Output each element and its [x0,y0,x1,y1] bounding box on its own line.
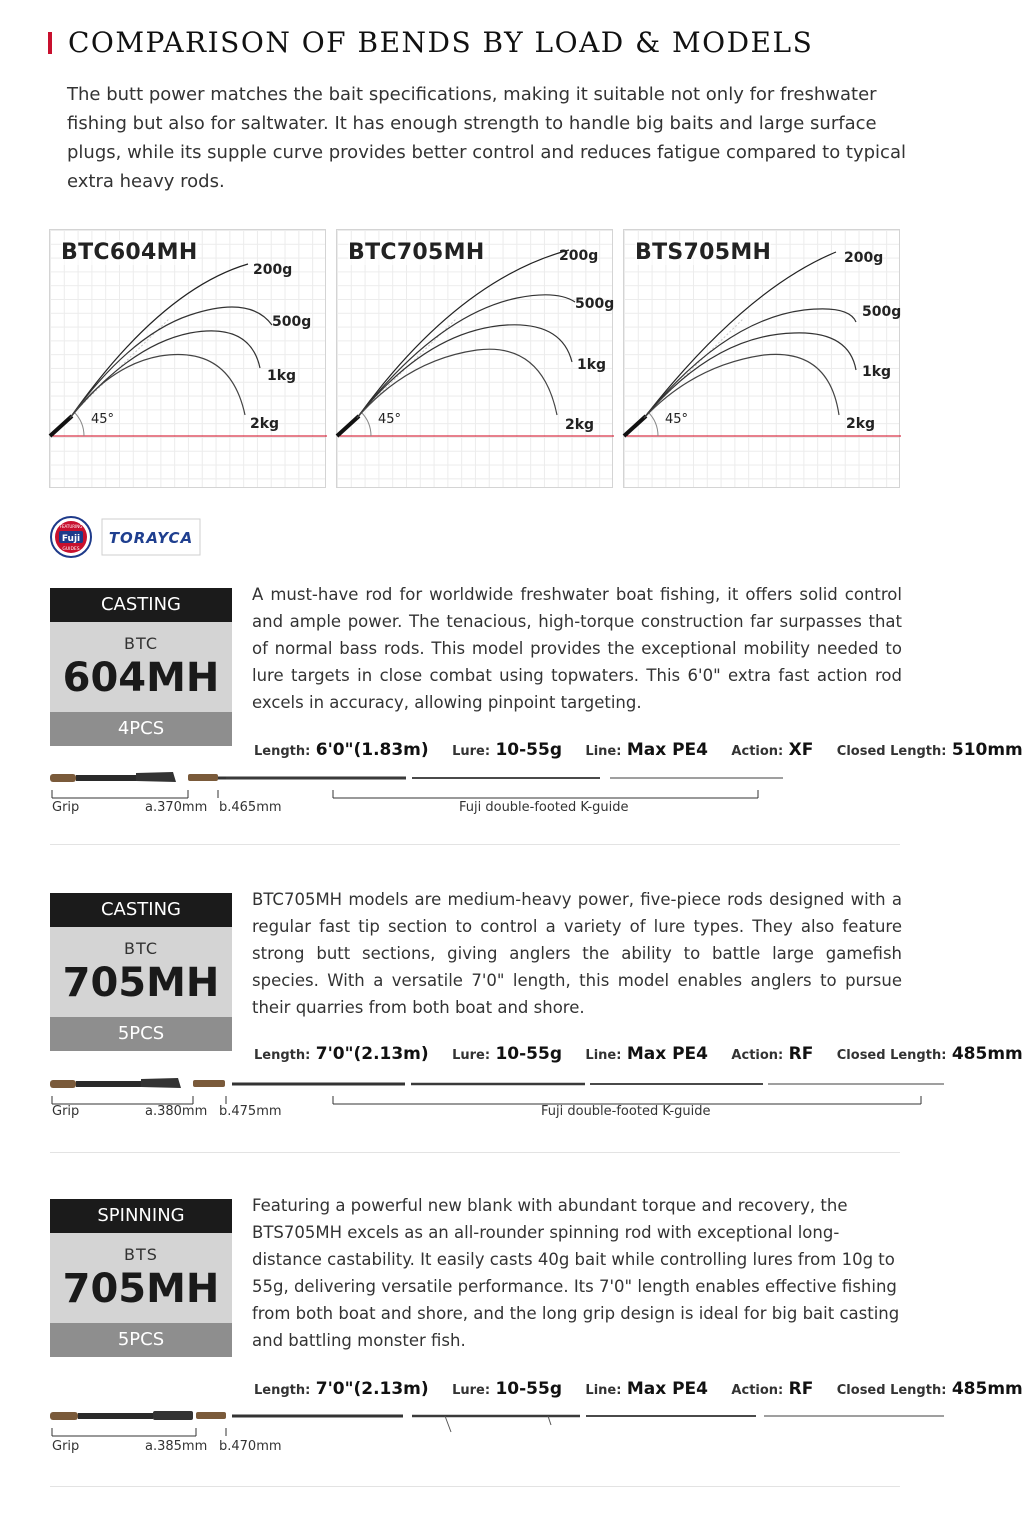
curve-500g [357,295,575,418]
spec-label-line: Line: [585,1048,622,1063]
fuji-guides-logo [51,517,91,557]
model-pieces: 5PCS [50,1017,232,1051]
model-pieces: 4PCS [50,712,232,746]
rod-guide-1 [445,1416,451,1432]
rod-butt [337,416,359,436]
rod-reel-seat [136,772,176,782]
model-body [50,622,232,712]
rod-fore-grip [193,1080,225,1087]
dim-grip-label: Grip [52,800,80,815]
spec-row [254,740,1023,760]
product-description: A must-have rod for worldwide freshwater boat fishing, it offers solid control and ample power. The tenacious, high-torque construction far surpasses that of normal bass rods. This model provides the exceptional mobility needed to lure targets in close combat using topwaters. This 6'0" extra fast action rod excels in accuracy, allowing pinpoint targeting. [252,585,902,712]
intro-paragraph: The butt power matches the bait specifications, making it suitable not only for freshwater fishing but also for saltwater. It has enough strength to handle big baits and large surface plugs, while its supple curve provides better control and reduces fatigue compared to typical extra heavy rods. [67,84,906,192]
section-divider [50,844,900,845]
rod-reel-seat [141,1078,181,1088]
rod-cork-butt [50,1080,76,1088]
spec-line: Max PE4 [626,1044,709,1064]
spec-label-length: Length: [254,744,311,759]
product-description: BTC705MH models are medium-heavy power, five-piece rods designed with a regular fast tip section to control a variety of lure types. They also feature strong butt sections, giving anglers the ability to battle large gamefish species. With a versatile 7'0" length, this model enables anglers to pursue their quarries from both boat and shore. [252,890,902,1017]
dim-b-label: b.470mm [219,1439,282,1454]
spec-label-closed: Closed Length: [836,1383,947,1398]
spec-label-closed: Closed Length: [836,744,947,759]
model-series: BTS [124,1245,158,1264]
bend-chart-bts705mh [623,229,900,488]
chart-model-name: BTC705MH [348,240,485,265]
spec-label-line: Line: [585,744,622,759]
rod-grip [76,1081,141,1087]
rod-grip [78,1413,153,1419]
dim-grip-label: Grip [52,1439,80,1454]
model-type: CASTING [50,588,232,622]
spec-label-action: Action: [731,744,784,759]
spec-lure: 10-55g [495,740,562,760]
rod-diagram [48,1406,946,1440]
rod-guide-2 [548,1416,551,1425]
spec-label-closed: Closed Length: [836,1048,947,1063]
rod-diagram [48,1074,946,1108]
load-label-1kg: 1kg [267,368,297,384]
model-number: 705MH [62,960,220,1006]
spec-line: Max PE4 [626,1379,709,1399]
model-body [50,927,232,1017]
dim-b-label: b.465mm [219,800,282,815]
spec-closed-length: 485mm [951,1379,1023,1399]
dim-a-label: a.380mm [145,1104,208,1119]
spec-action: RF [788,1379,814,1399]
curve-500g [644,309,856,418]
page-title: COMPARISON OF BENDS BY LOAD & MODELS [68,26,814,59]
curve-2kg [644,354,839,418]
angle-label: 45° [378,412,402,427]
model-series: BTC [124,939,158,958]
model-type: SPINNING [50,1199,232,1233]
title-accent-bar [48,32,52,54]
load-label-2kg: 2kg [565,417,595,433]
load-label-200g: 200g [253,262,293,278]
angle-arc [648,412,658,436]
bend-chart-btc604mh [49,229,326,488]
angle-arc [361,412,371,436]
model-pieces: 5PCS [50,1323,232,1357]
spec-label-length: Length: [254,1383,311,1398]
torayca-logo [102,519,200,555]
spec-length: 7'0"(2.13m) [315,1379,429,1399]
product-description: Featuring a powerful new blank with abundant torque and recovery, the BTS705MH excels as an all-rounder spinning rod with exceptional long-distance castability. It easily casts 40g bait while controlling lures from 10g to 55g, delivering versatile performance. Its 7'0" length enables effective fishing from both boat and shore, and the long grip design is ideal for big bait casting and battling monster fish. [252,1196,900,1350]
curve-2kg [357,349,557,418]
load-label-1kg: 1kg [862,364,892,380]
rod-cork-butt [50,1412,78,1420]
load-label-200g: 200g [844,250,884,266]
load-label-500g: 500g [575,296,615,312]
model-type: CASTING [50,893,232,927]
bend-chart-curves [50,230,327,489]
svg-text:Fuji: Fuji [61,534,81,544]
spec-line: Max PE4 [626,740,709,760]
rod-butt [50,416,72,436]
section-divider [50,1486,900,1487]
dim-guide-label: Fuji double-footed K-guide [541,1104,711,1119]
rod-reel-seat [153,1411,193,1420]
rod-grip [76,775,136,781]
load-label-200g: 200g [559,248,599,264]
spec-action: RF [788,1044,814,1064]
logo-row [50,516,210,558]
spec-closed-length: 485mm [951,1044,1023,1064]
spec-action: XF [788,740,814,760]
model-number: 604MH [62,655,220,701]
angle-arc [74,412,84,436]
spec-length: 7'0"(2.13m) [315,1044,429,1064]
spec-label-action: Action: [731,1048,784,1063]
model-number: 705MH [62,1266,220,1312]
spec-row [254,1044,1023,1064]
load-label-500g: 500g [272,314,312,330]
model-card-bts705mh [50,1199,232,1357]
svg-text:FEATURING: FEATURING [59,524,83,529]
curve-1kg [70,331,260,418]
dim-a-label: a.385mm [145,1439,208,1454]
rod-cork-butt [50,774,76,782]
spec-lure: 10-55g [495,1379,562,1399]
chart-model-name: BTC604MH [61,240,198,265]
rod-fore-grip [196,1412,226,1419]
spec-label-lure: Lure: [452,1383,491,1398]
rod-diagram [48,768,788,802]
load-label-2kg: 2kg [846,416,876,432]
dim-guide-label: Fuji double-footed K-guide [459,800,629,815]
rod-butt [624,416,646,436]
curve-2kg [70,355,245,418]
section-divider [50,1152,900,1153]
spec-label-lure: Lure: [452,744,491,759]
angle-label: 45° [91,412,115,427]
dim-grip-label: Grip [52,1104,80,1119]
svg-text:GUIDES: GUIDES [62,547,80,552]
bend-chart-curves [337,230,614,489]
bend-chart-btc705mh [336,229,613,488]
spec-label-line: Line: [585,1383,622,1398]
svg-text:TORAYCA: TORAYCA [108,529,194,547]
spec-length: 6'0"(1.83m) [315,740,429,760]
chart-model-name: BTS705MH [635,240,772,265]
spec-label-length: Length: [254,1048,311,1063]
rod-fore-grip [188,774,218,781]
spec-closed-length: 510mm [951,740,1023,760]
angle-label: 45° [665,412,689,427]
model-series: BTC [124,634,158,653]
dim-a-label: a.370mm [145,800,208,815]
model-card-btc604mh [50,588,232,746]
model-card-btc705mh [50,893,232,1051]
brand-logos [50,516,210,562]
load-label-500g: 500g [862,304,902,320]
dim-b-label: b.475mm [219,1104,282,1119]
spec-label-lure: Lure: [452,1048,491,1063]
curve-200g [70,264,248,418]
curve-1kg [357,325,572,418]
load-label-1kg: 1kg [577,357,607,373]
spec-row [254,1379,1023,1399]
load-label-2kg: 2kg [250,416,280,432]
spec-lure: 10-55g [495,1044,562,1064]
spec-label-action: Action: [731,1383,784,1398]
model-body [50,1233,232,1323]
curve-200g [644,252,836,418]
bend-chart-curves [624,230,901,489]
